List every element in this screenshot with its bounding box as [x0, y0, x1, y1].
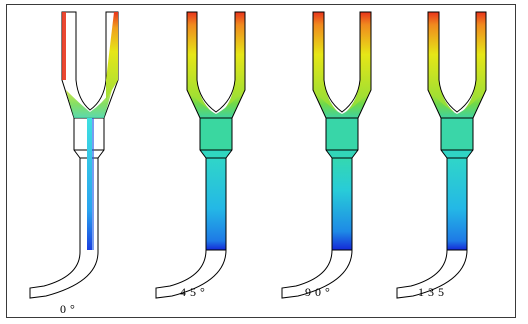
- center-channel: [87, 118, 92, 250]
- device-outline: [30, 12, 118, 298]
- fork-lower-fill: [441, 118, 473, 150]
- panel-label: 90°: [305, 285, 334, 299]
- device-outline: [397, 12, 486, 298]
- panel-90: [282, 12, 371, 299]
- left-tine-fill: [313, 12, 338, 118]
- right-tine-fill: [346, 12, 371, 118]
- panel-0: [30, 12, 118, 316]
- panel-45: [156, 12, 245, 299]
- panel-135: [397, 12, 486, 299]
- fork-lower-fill: [200, 118, 232, 150]
- fork-fill: [66, 90, 112, 118]
- stem-fill: [447, 158, 467, 250]
- center-channel-edge: [92, 118, 94, 250]
- stem-fill: [332, 158, 352, 250]
- panel-label: 135: [418, 285, 448, 299]
- stem-fill: [206, 158, 226, 250]
- fork-lower-fill: [326, 118, 358, 150]
- panel-label: 45°: [180, 285, 209, 299]
- device-outline: [156, 12, 245, 298]
- right-tine-fill: [106, 12, 118, 100]
- device-outline: [282, 12, 371, 298]
- panel-label: 0°: [60, 302, 79, 316]
- left-tine-fill: [428, 12, 454, 118]
- left-tine-fill: [62, 12, 66, 80]
